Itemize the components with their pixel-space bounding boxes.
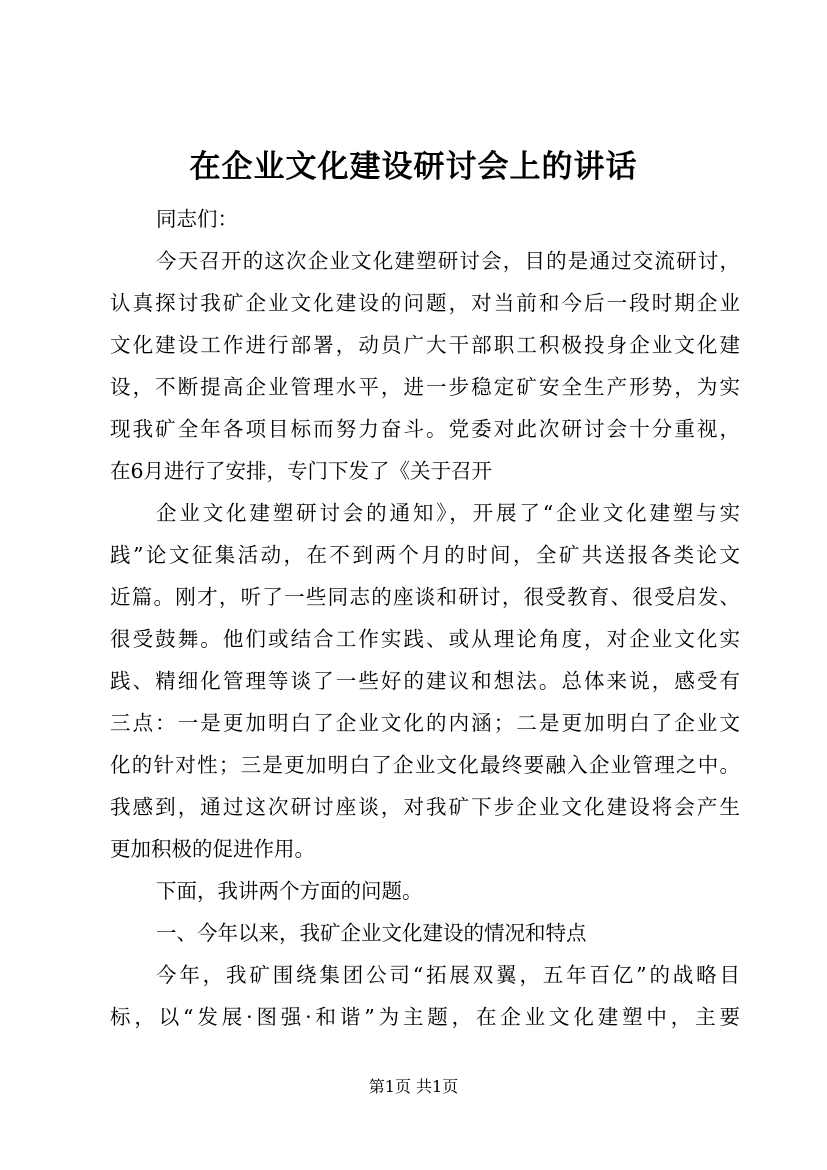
text-line: 今天召开的这次企业文化建塑研讨会，目的是通过交流研讨， [156, 249, 740, 273]
text-line: 我感到，通过这次研讨座谈，对我矿下步企业文化建设将会产生 [110, 795, 740, 819]
text-line: 三点：一是更加明白了企业文化的内涵；二是更加明白了企业文 [110, 711, 740, 735]
text-line: 文化建设工作进行部署，动员广大干部职工积极投身企业文化建 [110, 333, 740, 357]
text-line: 践、精细化管理等谈了一些好的建议和想法。总体来说，感受有 [110, 669, 740, 693]
text-line: 认真探讨我矿企业文化建设的问题，对当前和今后一段时期企业 [110, 291, 740, 315]
text-line: 在6月进行了安排，专门下发了《关于召开 [110, 459, 493, 483]
text-line: 今年，我矿围绕集团公司“拓展双翼，五年百亿”的战略目 [156, 963, 740, 987]
text-line: 更加积极的促进作用。 [110, 837, 315, 861]
text-line: 现我矿全年各项目标而努力奋斗。党委对此次研讨会十分重视， [110, 417, 740, 441]
text-line: 很受鼓舞。他们或结合工作实践、或从理论角度，对企业文化实 [110, 627, 740, 651]
document-body [110, 198, 740, 1038]
text-line: 下面，我讲两个方面的问题。 [156, 879, 423, 903]
text-line: 设，不断提高企业管理水平，进一步稳定矿安全生产形势，为实 [110, 375, 740, 399]
text-line: 近篇。刚才，听了一些同志的座谈和研讨，很受教育、很受启发、 [110, 585, 740, 609]
page-number-footer: 第1页 共1页 [368, 1077, 459, 1096]
text-line: 践”论文征集活动，在不到两个月的时间，全矿共送报各类论文 [110, 543, 740, 567]
text-line: 标，以“发展·图强·和谐”为主题，在企业文化建塑中，主要 [110, 1005, 740, 1029]
salutation-line: 同志们： [156, 207, 238, 231]
text-line: 化的针对性；三是更加明白了企业文化最终要融入企业管理之中。 [110, 753, 740, 777]
text-line: 企业文化建塑研讨会的通知》，开展了“企业文化建塑与实 [156, 501, 740, 525]
section-heading: 一、今年以来，我矿企业文化建设的情况和特点 [156, 921, 587, 945]
document-title: 在企业文化建设研讨会上的讲话 [189, 149, 638, 185]
